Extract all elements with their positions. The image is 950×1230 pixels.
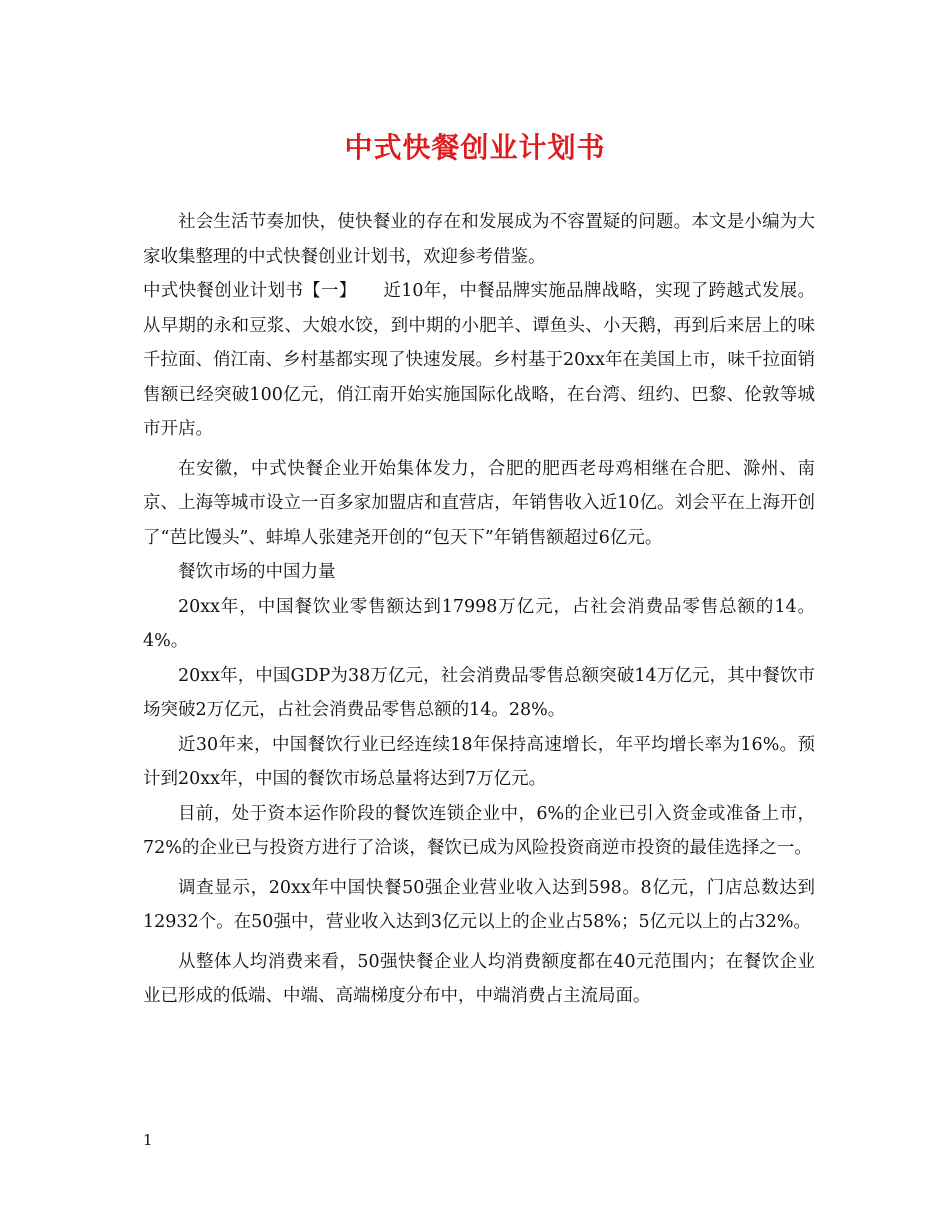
document-body: [143, 205, 815, 1014]
stat-paragraph-growth: 近30年来，中国餐饮行业已经连续18年保持高速增长，年平均增长率为16%。预计到20xx年，中国的餐饮市场总量将达到7万亿元。: [143, 734, 815, 789]
market-heading: 餐饮市场的中国力量: [178, 562, 336, 582]
stat-paragraph-retail: 20xx年，中国餐饮业零售额达到17998万亿元，占社会消费品零售总额的14。4%。: [143, 596, 815, 651]
stat-paragraph-consumption: 从整体人均消费来看，50强快餐企业人均消费额度都在40元范围内；在餐饮企业业已形成的低端、中端、高端梯度分布中，中端消费占主流局面。: [143, 951, 815, 1006]
stat-paragraph-gdp: 20xx年，中国GDP为38万亿元，社会消费品零售总额突破14万亿元，其中餐饮市场突破2万亿元，占社会消费品零售总额的14。28%。: [143, 665, 815, 720]
section-one-paragraph: 中式快餐创业计划书【一】 近10年，中餐品牌实施品牌战略，实现了跨越式发展。从早期的永和豆浆、大娘水饺，到中期的小肥羊、谭鱼头、小天鹅，再到后来居上的味千拉面、俏江南、乡村基都实现了快速发展。乡村基于20xx年在美国上市，味千拉面销售额已经突破100亿元，俏江南开始实施国际化战略，在台湾、纽约、巴黎、伦敦等城市开店。: [143, 281, 816, 439]
document-title: 中式快餐创业计划书: [344, 131, 606, 164]
stat-paragraph-survey: 调查显示，20xx年中国快餐50强企业营业收入达到598。8亿元，门店总数达到12932个。在50强中，营业收入达到3亿元以上的企业占58%；5亿元以上的占32%。: [143, 877, 815, 932]
stat-paragraph-investment: 目前，处于资本运作阶段的餐饮连锁企业中，6%的企业已引入资金或准备上市，72%的企业已与投资方进行了洽谈，餐饮已成为风险投资商逆市投资的最佳选择之一。: [143, 803, 815, 858]
anhui-paragraph: 在安徽，中式快餐企业开始集体发力，合肥的肥西老母鸡相继在合肥、滁州、南京、上海等城市设立一百多家加盟店和直营店，年销售收入近10亿。刘会平在上海开创了“芭比馒头”、蚌埠人张建尧开创的“包天下”年销售额超过6亿元。: [143, 458, 815, 548]
intro-paragraph: 社会生活节奏加快，使快餐业的存在和发展成为不容置疑的问题。本文是小编为大家收集整理的中式快餐创业计划书，欢迎参考借鉴。: [143, 212, 815, 267]
page-number: 1: [143, 1131, 153, 1149]
